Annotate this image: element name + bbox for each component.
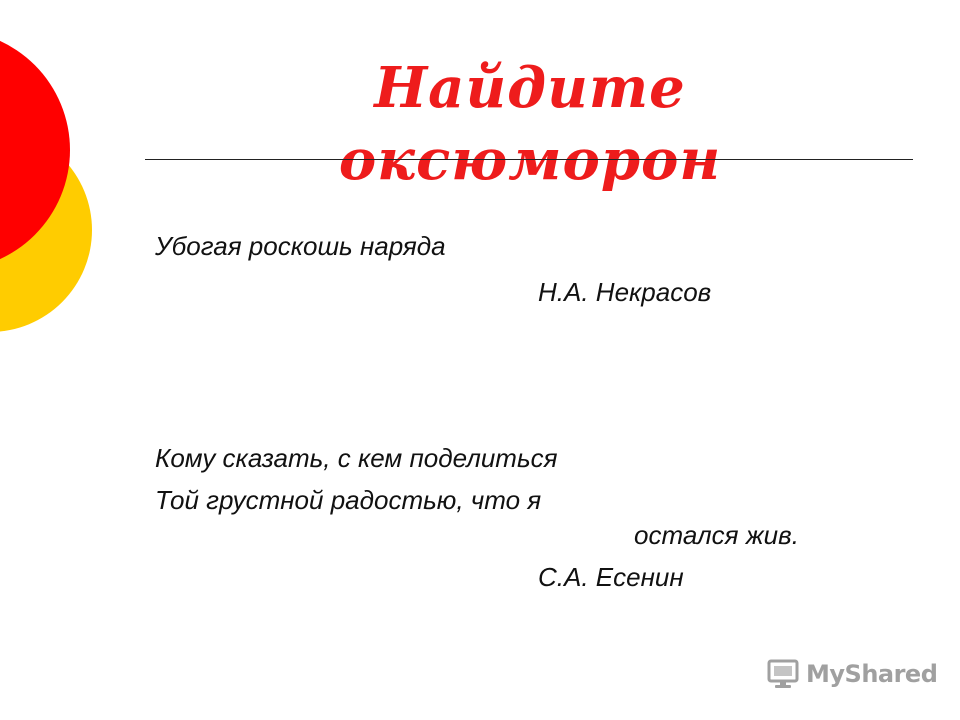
example-1-author: Н.А. Некрасов [538, 277, 712, 307]
decorative-circles [0, 0, 110, 400]
watermark-text: MyShared [806, 660, 938, 688]
example-2-line-3: остался жив. [634, 520, 799, 550]
example-1-line-1: Убогая роскошь наряда [155, 231, 446, 261]
monitor-icon [766, 657, 800, 691]
title-line-1: Найдите [374, 55, 686, 121]
title-line-2: оксюморон [338, 127, 722, 193]
slide-title [300, 52, 760, 196]
example-2-line-2: Той грустной радостью, что я [155, 485, 542, 515]
watermark [766, 656, 937, 692]
example-2-line-1: Кому сказать, с кем поделиться [155, 443, 558, 473]
title-divider [145, 159, 913, 160]
example-2-author: С.А. Есенин [538, 562, 684, 592]
